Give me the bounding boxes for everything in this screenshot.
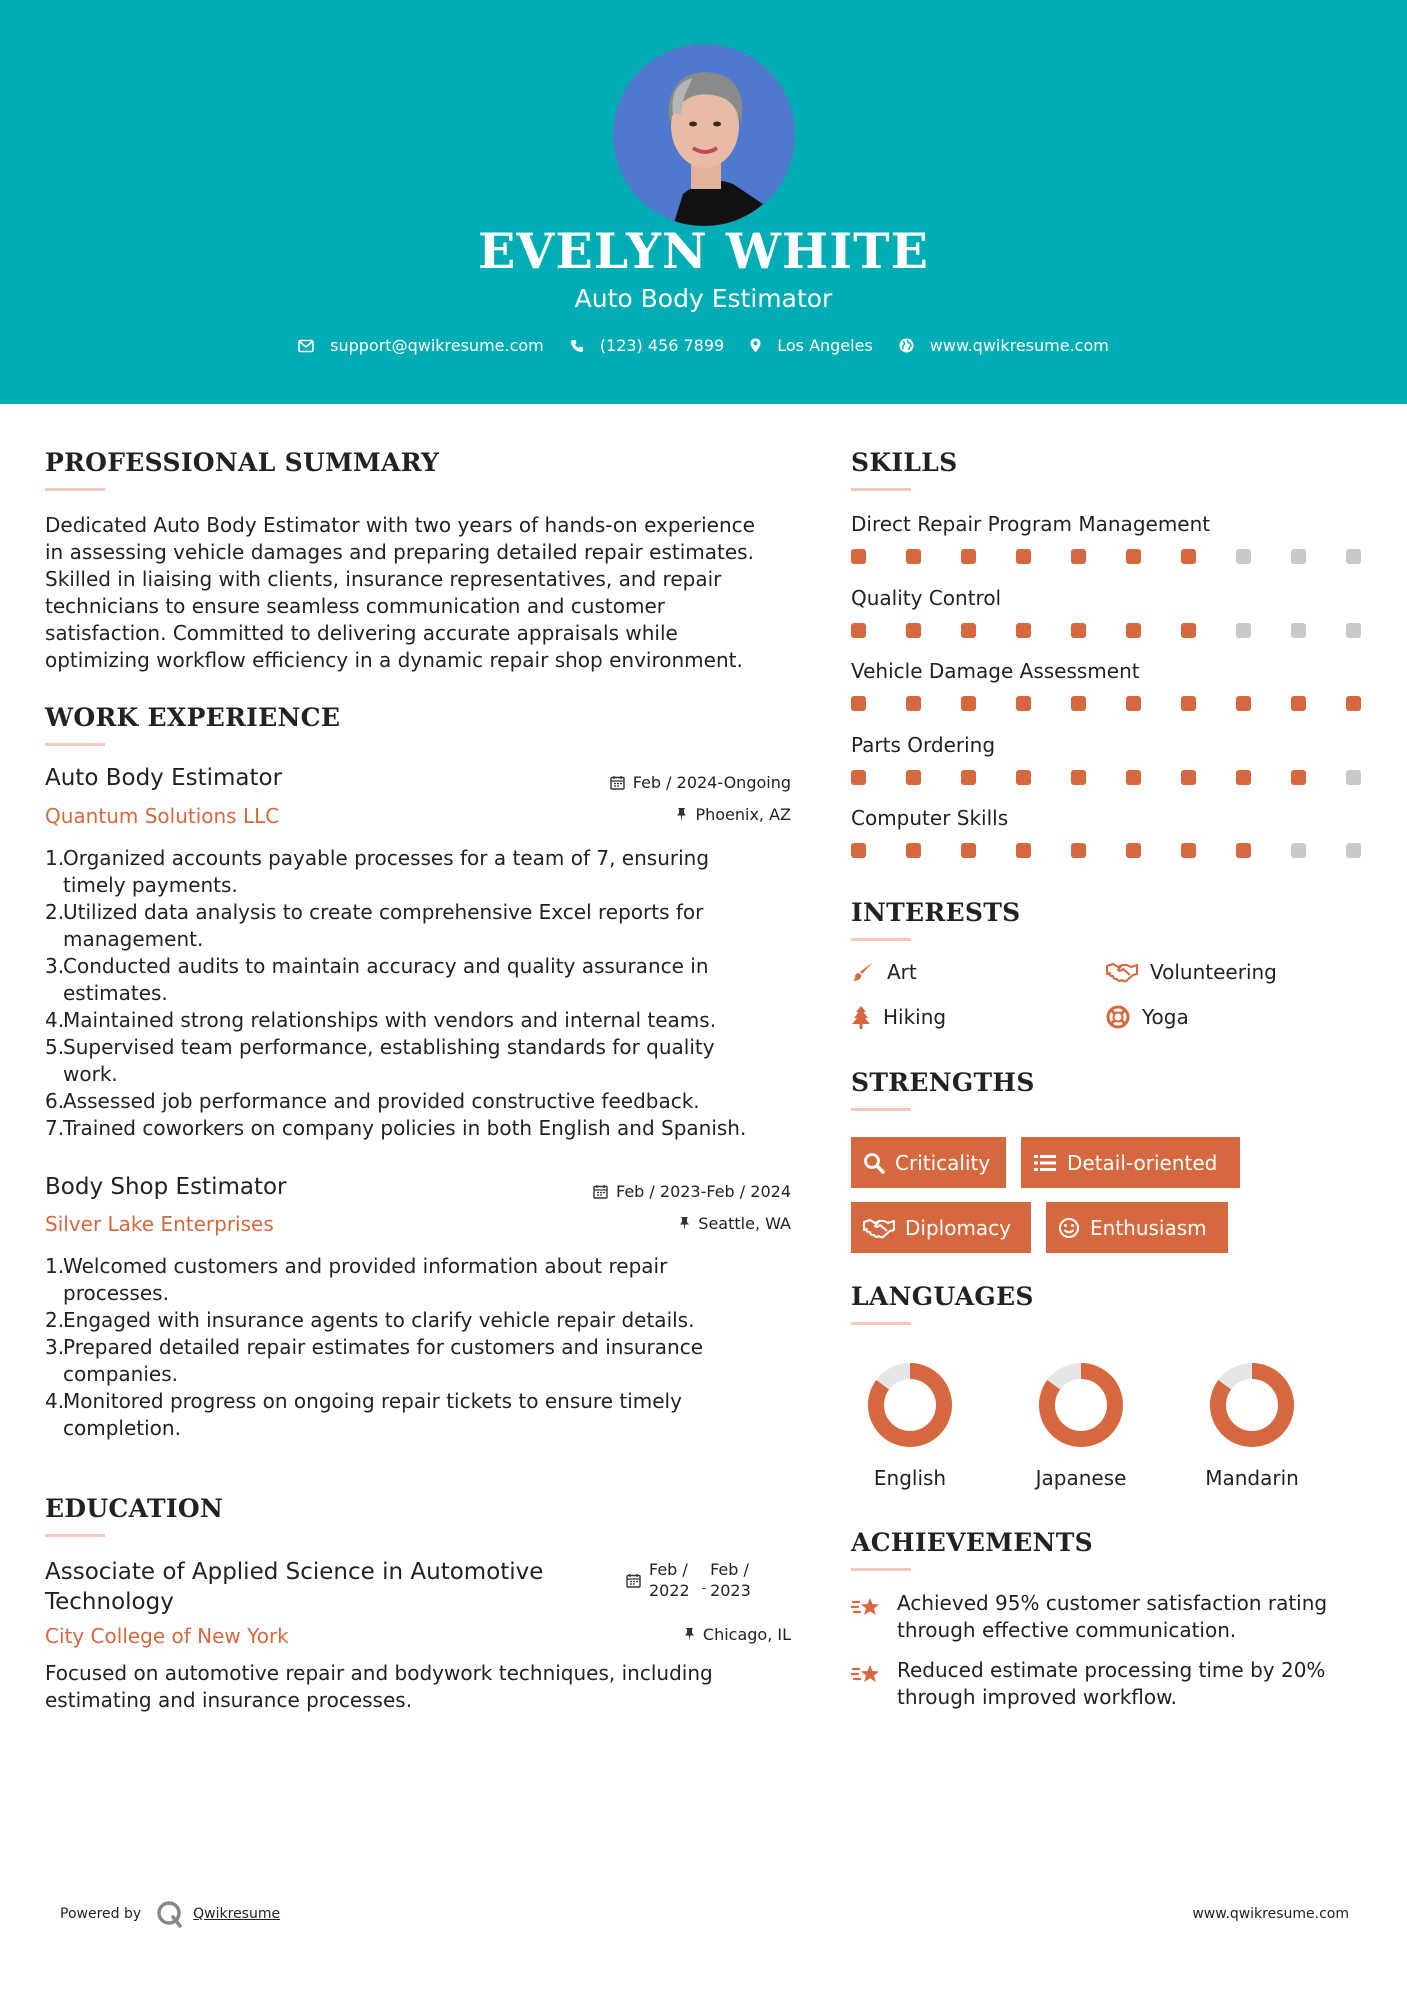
skill-dot-filled: [1016, 770, 1031, 785]
list-number: 7.: [45, 1116, 65, 1140]
strengths-rule: [851, 1108, 911, 1111]
education-description: [45, 1660, 805, 1714]
interest-item: [851, 960, 917, 984]
skill-dot-filled: [851, 549, 866, 564]
job-location-text: Phoenix, AZ: [695, 805, 791, 824]
list-item: [45, 1115, 805, 1142]
skills-heading: SKILLS: [851, 448, 958, 477]
start-month: Feb /: [649, 1560, 688, 1579]
language-level-ring: [1031, 1355, 1131, 1455]
interest-item: [1106, 960, 1277, 984]
degree-title: [45, 1557, 543, 1617]
skill-dot-empty: [1346, 843, 1361, 858]
skill-dot-empty: [1346, 623, 1361, 638]
skill-name: Direct Repair Program Management: [851, 512, 1211, 536]
phone-icon: [570, 339, 584, 353]
calendar-icon: [610, 775, 625, 790]
list-item: [45, 1307, 805, 1334]
skill-dot-filled: [1126, 549, 1141, 564]
list-number: 1.: [45, 846, 65, 870]
interests-rule: [851, 938, 911, 941]
list-icon: [1033, 1153, 1057, 1173]
skill-dot-filled: [1126, 696, 1141, 711]
achievements-heading: ACHIEVEMENTS: [851, 1528, 1093, 1557]
duty-line: timely payments.: [63, 873, 238, 897]
contact-website[interactable]: [899, 336, 1109, 355]
date-separator: -: [701, 1581, 707, 1595]
skill-dot-filled: [1071, 696, 1086, 711]
job-dates: [610, 773, 791, 792]
powered-by-text: Powered by: [60, 1906, 142, 1922]
job-location-text: Seattle, WA: [698, 1214, 791, 1233]
summary-line: optimizing workflow efficiency in a dynamic repair shop environment.: [45, 648, 743, 672]
strengths-heading: STRENGTHS: [851, 1068, 1035, 1097]
skill-dot-filled: [1016, 843, 1031, 858]
education-rule: [45, 1534, 105, 1537]
summary-text: [45, 512, 805, 674]
end-month: Feb /: [710, 1560, 749, 1579]
job-title: Body Shop Estimator: [45, 1174, 287, 1200]
paintbrush-icon: [851, 961, 875, 983]
skill-name: Parts Ordering: [851, 732, 996, 757]
skill-dot-filled: [1236, 696, 1251, 711]
language-label: Mandarin: [1205, 1466, 1299, 1490]
skill-dot-filled: [1291, 696, 1306, 711]
skill-dot-filled: [851, 843, 866, 858]
interest-label: Yoga: [1142, 1005, 1189, 1029]
interest-label: Volunteering: [1150, 960, 1277, 984]
strength-label: Criticality: [895, 1150, 991, 1175]
skill-dot-filled: [851, 770, 866, 785]
list-number: 3.: [45, 954, 65, 978]
achievements-rule: [851, 1568, 911, 1571]
skill-dot-filled: [1071, 843, 1086, 858]
skill-dot-filled: [961, 696, 976, 711]
footer-website[interactable]: www.qwikresume.com: [1192, 1906, 1349, 1922]
job-dates-text: Feb / 2023-Feb / 2024: [616, 1182, 791, 1201]
skill-dot-empty: [1291, 843, 1306, 858]
education-start: [649, 1559, 690, 1601]
skill-dot-filled: [1126, 623, 1141, 638]
envelope-icon: [298, 339, 314, 353]
candidate-role: Auto Body Estimator: [574, 284, 833, 313]
skill-dot-filled: [961, 623, 976, 638]
summary-line: Skilled in liaising with clients, insurance representatives, and repair: [45, 567, 722, 591]
skill-dot-filled: [906, 696, 921, 711]
duty-line: Utilized data analysis to create comprehensive Excel reports for: [63, 900, 704, 924]
duty-line: Assessed job performance and provided constructive feedback.: [63, 1089, 700, 1113]
skill-rating: [851, 549, 1361, 564]
star-medal-icon: [851, 1594, 883, 1620]
smile-icon: [1058, 1217, 1080, 1239]
skill-dot-empty: [1291, 623, 1306, 638]
skill-dot-filled: [1181, 770, 1196, 785]
interest-label: Art: [887, 960, 917, 984]
duty-line: Maintained strong relationships with vendors and internal teams.: [63, 1008, 717, 1032]
list-number: 6.: [45, 1089, 65, 1113]
job-dates: [593, 1182, 791, 1201]
duty-line: work.: [63, 1062, 118, 1086]
achievement-text: [897, 1590, 1327, 1644]
end-year: 2023: [710, 1581, 751, 1600]
education-heading: EDUCATION: [45, 1494, 224, 1523]
skill-dot-filled: [1181, 696, 1196, 711]
pushpin-icon: [676, 807, 687, 822]
achievement-line: Reduced estimate processing time by 20%: [897, 1658, 1326, 1682]
duty-line: completion.: [63, 1416, 181, 1440]
strength-tag: [851, 1202, 1031, 1253]
skill-dot-filled: [851, 696, 866, 711]
skill-dot-filled: [1126, 770, 1141, 785]
footer-powered-by: [60, 1899, 280, 1929]
list-number: 3.: [45, 1335, 65, 1359]
summary-line: satisfaction. Committed to delivering accurate appraisals while: [45, 621, 678, 645]
job-dates-text: Feb / 2024-Ongoing: [632, 773, 791, 792]
list-number: 2.: [45, 1308, 65, 1332]
list-number: 5.: [45, 1035, 65, 1059]
interest-item: [851, 1005, 946, 1029]
skill-dot-filled: [961, 770, 976, 785]
skill-dot-empty: [1346, 549, 1361, 564]
skill-dot-filled: [1181, 549, 1196, 564]
interest-label: Hiking: [883, 1005, 947, 1029]
summary-line: Dedicated Auto Body Estimator with two years of hands-on experience: [45, 513, 755, 537]
strength-tag: [1046, 1202, 1228, 1253]
skill-dot-empty: [1346, 770, 1361, 785]
achievement-line: through effective communication.: [897, 1618, 1237, 1642]
handshake-icon: [1106, 961, 1138, 983]
job-duties-list: [45, 845, 805, 1142]
pushpin-icon: [684, 1627, 695, 1642]
skill-dot-empty: [1236, 549, 1251, 564]
duty-line: Engaged with insurance agents to clarify vehicle repair details.: [63, 1308, 695, 1332]
list-item: [45, 1034, 805, 1088]
candidate-name: EVELYN WHITE: [478, 222, 929, 280]
list-item: [45, 1253, 805, 1307]
skill-dot-filled: [906, 549, 921, 564]
skill-dot-filled: [1236, 770, 1251, 785]
tree-icon: [851, 1005, 871, 1029]
skill-dot-filled: [1016, 696, 1031, 711]
skill-dot-filled: [1071, 770, 1086, 785]
skill-dot-filled: [1236, 843, 1251, 858]
skill-dot-empty: [1291, 549, 1306, 564]
search-icon: [863, 1152, 885, 1174]
list-number: 4.: [45, 1008, 65, 1032]
education-location: [684, 1625, 791, 1644]
start-year: 2022: [649, 1581, 690, 1600]
job-location: [676, 805, 791, 824]
list-item: [45, 845, 805, 899]
education-location-text: Chicago, IL: [702, 1625, 791, 1644]
strength-tag: [851, 1137, 1006, 1188]
education-dates: [626, 1559, 751, 1601]
map-pin-icon: [750, 338, 761, 353]
skill-dot-filled: [1181, 623, 1196, 638]
contact-phone[interactable]: [570, 336, 724, 355]
lifebuoy-icon: [1106, 1005, 1130, 1029]
description-line: estimating and insurance processes.: [45, 1688, 413, 1712]
skill-name: Quality Control: [851, 585, 1002, 610]
duty-line: Trained coworkers on company policies in both English and Spanish.: [63, 1116, 747, 1140]
skill-dot-filled: [1291, 770, 1306, 785]
email-text: support@qwikresume.com: [330, 336, 544, 355]
school-name: City College of New York: [45, 1624, 289, 1648]
skill-rating: [851, 696, 1361, 711]
skill-dot-filled: [1016, 623, 1031, 638]
strength-tag: [1021, 1137, 1240, 1188]
language-level-ring: [860, 1355, 960, 1455]
achievement-item: [851, 1657, 1371, 1711]
qwikresume-logo-icon: [155, 1899, 185, 1929]
skill-name: Computer Skills: [851, 806, 1009, 830]
calendar-icon: [626, 1573, 641, 1588]
job-company: Quantum Solutions LLC: [45, 804, 280, 828]
achievement-line: Achieved 95% customer satisfaction rating: [897, 1591, 1328, 1615]
description-line: Focused on automotive repair and bodywork techniques, including: [45, 1661, 713, 1685]
list-item: [45, 1007, 805, 1034]
duty-line: estimates.: [63, 981, 168, 1005]
portrait-image: [613, 44, 795, 226]
skill-dot-filled: [851, 623, 866, 638]
languages-rule: [851, 1322, 911, 1325]
location-text: Los Angeles: [777, 336, 873, 355]
duty-line: Prepared detailed repair estimates for customers and insurance: [63, 1335, 703, 1359]
language-label: Japanese: [1035, 1466, 1127, 1490]
duty-line: Conducted audits to maintain accuracy and quality assurance in: [63, 954, 709, 978]
strength-label: Detail-oriented: [1067, 1150, 1218, 1175]
phone-text: (123) 456 7899: [599, 336, 725, 355]
globe-icon: [899, 338, 914, 353]
interests-heading: INTERESTS: [851, 898, 1021, 927]
experience-heading: WORK EXPERIENCE: [45, 703, 341, 732]
summary-line: in assessing vehicle damages and preparing detailed repair estimates.: [45, 540, 754, 564]
skill-dot-filled: [1071, 549, 1086, 564]
contact-bar: [0, 336, 1407, 355]
achievement-item: [851, 1590, 1371, 1644]
duty-line: Supervised team performance, establishing standards for quality: [63, 1035, 715, 1059]
contact-email[interactable]: [298, 336, 544, 355]
contact-location: [750, 336, 873, 355]
list-item: [45, 953, 805, 1007]
skill-dot-filled: [961, 549, 976, 564]
website-text: www.qwikresume.com: [929, 336, 1109, 355]
summary-rule: [45, 488, 105, 491]
language-level-ring: [1202, 1355, 1302, 1455]
job-company: Silver Lake Enterprises: [45, 1212, 274, 1236]
handshake-icon: [863, 1217, 895, 1239]
duty-line: Organized accounts payable processes for a team of 7, ensuring: [63, 846, 710, 870]
list-item: [45, 899, 805, 953]
resume-header: [0, 0, 1407, 404]
profile-photo: [613, 44, 795, 226]
summary-heading: PROFESSIONAL SUMMARY: [45, 448, 440, 477]
interest-item: [1106, 1005, 1189, 1029]
skill-dot-filled: [906, 770, 921, 785]
summary-line: technicians to ensure seamless communication and customer: [45, 594, 665, 618]
duty-line: Monitored progress on ongoing repair tickets to ensure timely: [63, 1389, 682, 1413]
skill-dot-filled: [961, 843, 976, 858]
skill-rating: [851, 623, 1361, 638]
skill-dot-filled: [1346, 696, 1361, 711]
skill-dot-filled: [1126, 843, 1141, 858]
list-item: [45, 1388, 805, 1442]
skill-dot-filled: [1181, 843, 1196, 858]
qwikresume-link[interactable]: Qwikresume: [193, 1906, 281, 1922]
skill-dot-filled: [906, 623, 921, 638]
list-number: 1.: [45, 1254, 65, 1278]
achievement-line: through improved workflow.: [897, 1685, 1177, 1709]
skill-dot-filled: [906, 843, 921, 858]
language-label: English: [873, 1466, 947, 1490]
skills-rule: [851, 488, 911, 491]
skill-dot-filled: [1016, 549, 1031, 564]
languages-heading: LANGUAGES: [851, 1282, 1034, 1311]
duty-line: companies.: [63, 1362, 178, 1386]
education-end: [710, 1559, 751, 1601]
degree-line: Associate of Applied Science in Automotive: [45, 1559, 544, 1585]
skill-name: Vehicle Damage Assessment: [851, 659, 1140, 683]
experience-rule: [45, 743, 105, 746]
skill-rating: [851, 770, 1361, 785]
list-number: 4.: [45, 1389, 65, 1413]
calendar-icon: [593, 1184, 608, 1199]
degree-line: Technology: [45, 1589, 174, 1615]
duty-line: Welcomed customers and provided information about repair: [63, 1254, 668, 1278]
skill-rating: [851, 843, 1361, 858]
star-medal-icon: [851, 1661, 883, 1687]
job-duties-list: [45, 1253, 805, 1442]
duty-line: processes.: [63, 1281, 169, 1305]
pushpin-icon: [679, 1216, 690, 1231]
job-location: [679, 1214, 791, 1233]
list-item: [45, 1334, 805, 1388]
job-title: Auto Body Estimator: [45, 765, 283, 791]
skill-dot-empty: [1236, 623, 1251, 638]
list-number: 2.: [45, 900, 65, 924]
strength-label: Diplomacy: [905, 1215, 1012, 1240]
achievement-text: [897, 1657, 1325, 1711]
list-item: [45, 1088, 805, 1115]
duty-line: management.: [63, 927, 204, 951]
skill-dot-filled: [1071, 623, 1086, 638]
strength-label: Enthusiasm: [1090, 1215, 1207, 1240]
